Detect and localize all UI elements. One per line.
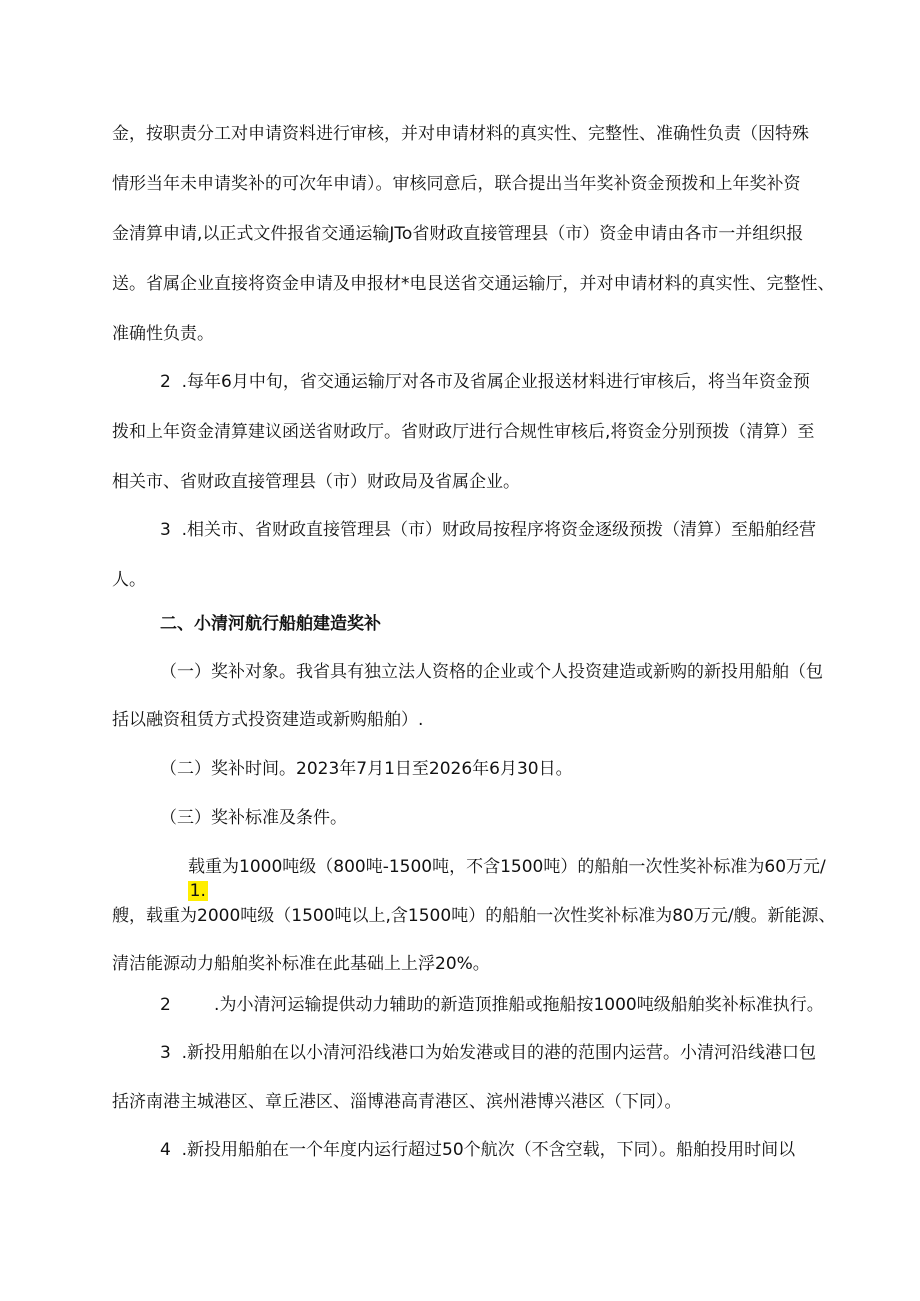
text-line-22: 4 .新投用船舶在一个年度内运行超过50个航次（不含空载，下同）。船舶投用时间以 xyxy=(160,1140,796,1160)
text-line-1: 金，按职责分工对申请资料进行审核，并对申请材料的真实性、完整性、准确性负责（因特殊 xyxy=(112,124,809,144)
text-line-14: （二）奖补时间。2023年7月1日至2026年6月30日。 xyxy=(160,759,573,779)
text-line-12: （一）奖补对象。我省具有独立法人资格的企业或个人投资建造或新购的新投用船舶（包 xyxy=(160,662,823,682)
text-line-2: 情形当年未申请奖补的可次年申请）。审核同意后，联合提出当年奖补资金预拨和上年奖补资 xyxy=(112,174,801,194)
text-line-16: 载重为1000吨级（800吨-1500吨，不含1500吨）的船舶一次性奖补标准为60万元/ xyxy=(188,857,826,877)
text-line-19: 2 .为小清河运输提供动力辅助的新造顶推船或拖船按1000吨级船舶奖补标准执行。 xyxy=(160,995,824,1015)
text-line-13: 括以融资租赁方式投资建造或新购船舶）. xyxy=(112,710,424,730)
section-heading: 二、小清河航行船舶建造奖补 xyxy=(160,614,381,634)
text-line-20: 3 .新投用船舶在以小清河沿线港口为始发港或目的港的范围内运营。小清河沿线港口包 xyxy=(160,1043,817,1063)
text-line-17: 艘，载重为2000吨级（1500吨以上,含1500吨）的船舶一次性奖补标准为80万元/艘。新能源、 xyxy=(112,906,836,926)
text-line-4: 送。省属企业直接将资金申请及申报材*电艮送省交通运输厅，并对申请材料的真实性、完整性、 xyxy=(112,274,835,294)
text-line-15: （三）奖补标准及条件。 xyxy=(160,808,347,828)
text-line-7: 拨和上年资金清算建议函送省财政厅。省财政厅进行合规性审核后,将资金分别预拨（清算）至 xyxy=(112,422,815,442)
text-line-3: 金清算申请,以正式文件报省交通运输JTo省财政直接管理县（市）资金申请由各市一并组织报 xyxy=(112,224,804,244)
text-line-6: 2 .每年6月中旬，省交通运输厅对各市及省属企业报送材料进行审核后，将当年资金预 xyxy=(160,372,810,392)
text-line-9: 3 .相关市、省财政直接管理县（市）财政局按程序将资金逐级预拨（清算）至船舶经营 xyxy=(160,520,817,540)
text-line-8: 相关市、省财政直接管理县（市）财政局及省属企业。 xyxy=(112,472,520,492)
text-line-5: 准确性负责。 xyxy=(112,324,214,344)
text-line-21: 括济南港主城港区、章丘港区、淄博港高青港区、滨州港博兴港区（下同）。 xyxy=(112,1092,682,1112)
text-line-18: 清洁能源动力船舶奖补标准在此基础上上浮20%。 xyxy=(112,954,490,974)
highlighted-list-number: 1. xyxy=(189,881,206,901)
text-line-10: 人。 xyxy=(112,570,146,590)
